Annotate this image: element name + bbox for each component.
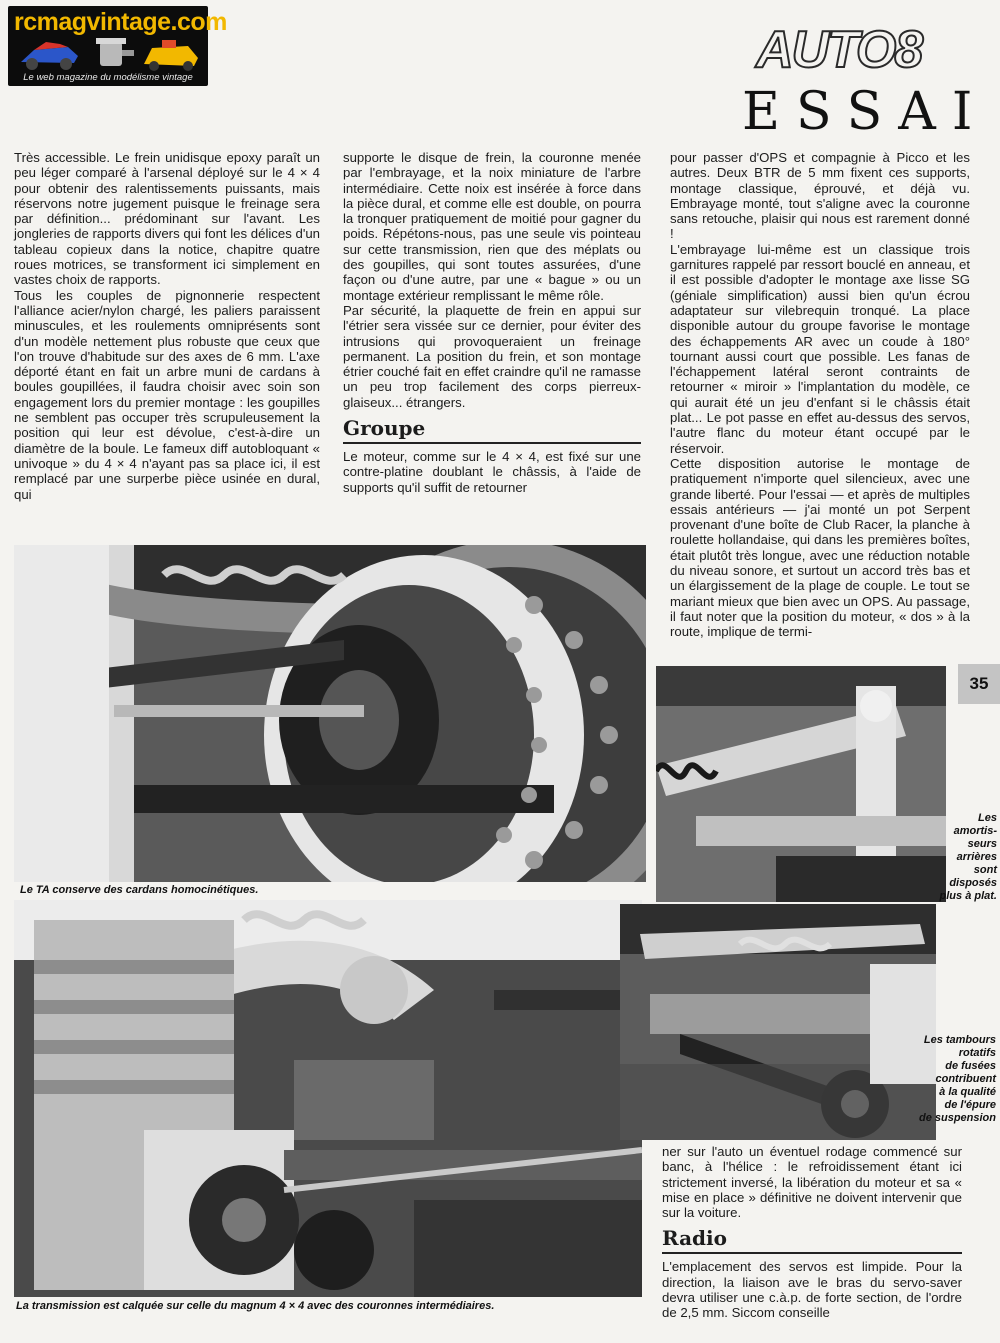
caption-line: rotatifs xyxy=(958,1047,996,1059)
caption-line: arrières xyxy=(956,851,997,863)
article-column-2 xyxy=(343,150,641,495)
photo-transmission xyxy=(14,900,642,1297)
caption-line: plus à plat. xyxy=(939,890,997,902)
caption-line: de suspension xyxy=(918,1112,996,1124)
photo-rear-shocks xyxy=(656,666,946,902)
section-heading-groupe: Groupe xyxy=(343,416,641,444)
paragraph: ner sur l'auto un éventuel rodage commencé sur banc, à l'hélice : le refroidissement étant ici strictement inversé, la libération du moteur et sa « mise en place » définitive ne doivent intervenir que sur la voiture. xyxy=(662,1144,962,1221)
caption-line: de l'épure xyxy=(944,1099,996,1111)
paragraph: Cette disposition autorise le montage de pratiquement n'importe quel silencieux, avec une grande liberté. Pour l'essai — et après de multiples essais antérieurs — j'ai monté un pot Serpent provenant d'une boîte de Club Racer, la planche à roulette hollandaise, qui dans les premières boîtes, était plutôt très longue, avec une réduction notable du niveau sonore, et surtout un accord très bas et un élargissement de la plage de couple. Le tout se mariant mieux que bien avec un OPS. Au passage, il faut noter que la position du moteur, « dos » à la route, implique de termi- xyxy=(670,455,970,640)
paragraph: Par sécurité, la plaquette de frein en appui sur l'étrier sera vissée sur ce dernier, pour éviter des intrusions qui provoqueraient un freinage permanent. La position du frein, et son montage étrier couché fait en effet craindre qu'il ne ramasse un peu trop facilement des corps pierreux-glaiseux... étrangers. xyxy=(343,302,641,410)
photo-caption: La transmission est calquée sur celle du magnum 4 × 4 avec des couronnes intermédiaires. xyxy=(16,1300,495,1312)
caption-line: de fusées xyxy=(945,1060,996,1072)
photo-rear-wheel-cardan xyxy=(14,545,646,882)
logo-tagline: Le web magazine du modélisme vintage xyxy=(23,72,193,83)
photo-front-hubs xyxy=(620,904,936,1140)
photo-caption-hubs xyxy=(896,1034,996,1125)
article-column-4 xyxy=(662,1144,962,1321)
section-label: ESSAI xyxy=(742,82,989,142)
caption-line: disposés xyxy=(949,877,997,889)
paragraph: pour passer d'OPS et compagnie à Picco et les autres. Deux BTR de 5 mm fixent ces supports, montage classique, éprouvé, et déjà vu. Embrayage monté, tout s'aligne avec la couronne sans retouche, plaisir qui nous est rarement donné ! xyxy=(670,150,970,242)
paragraph: Le moteur, comme sur le 4 × 4, est fixé sur une contre-platine doublant le châssis, à l'aide de supports qu'il suffit de retourner xyxy=(343,449,641,495)
caption-line: sont xyxy=(973,864,997,876)
paragraph: Très accessible. Le frein unidisque epoxy paraît un peu léger comparé à l'arsenal déployé sur le 4 × 4 pour obtenir des ralentissements puissants, mais réservons notre jugement puisque le freinage sera par définition... prédominant sur l'avant. Les jongleries de rapports divers qui font les délices d'un tableau copieux dans la notice, chapitre quatre roues motrices, se transforment ici simplement en vastes choix de rapports. xyxy=(14,150,321,288)
photo-caption: Le TA conserve des cardans homocinétiques. xyxy=(20,884,259,896)
caption-line: Les tambours xyxy=(923,1034,996,1046)
paragraph: supporte le disque de frein, la couronne menée par l'embrayage, et la noix miniature de l'arbre intermédiaire. Cette noix est insérée à force dans la pièce dural, et comme elle est double, on pourra la tronquer pratiquement de moitié pour gagner du poids. Répétons-nous, pas une seule vis pointeau sur cette transmission, rien que des méplats ou des goupilles, qui sont toutes assurées, d'une façon ou d'une autre, par une « bague » ou un montage extérieur remplissant le même rôle. xyxy=(343,150,641,303)
caption-line: à la qualité xyxy=(939,1086,996,1098)
page-number: 35 xyxy=(958,664,1000,704)
caption-line: seurs xyxy=(967,838,997,850)
logo-title: rcmagvintage.com xyxy=(14,8,227,36)
article-column-1 xyxy=(14,150,320,502)
magazine-name: AUTO8 xyxy=(756,21,922,79)
site-logo[interactable] xyxy=(8,6,227,86)
paragraph: L'embrayage lui-même est un classique trois garnitures rappelé par ressort bouclé en anneau, et il est possible d'adopter le montage axe lisse SG (géniale simplification) aussi bien qu'un écrou adaptateur sur vilebrequin tronqué. La place disponible autour du groupe favorise le montage des échappements AR avec un coude à 180° tournant aussi court que possible. Les fanas de l'échappement latéral seront contraints de retourner « miroir » l'implantation du modèle, ce qui aurait été un jeu d'enfant si le châssis était plat... Le pot passe en effet au-dessus des servos, l'autre flanc du moteur étant occupé par le réservoir. xyxy=(670,241,970,456)
caption-line: contribuent xyxy=(935,1073,996,1085)
photo-caption-shocks xyxy=(905,812,997,903)
magazine-masthead xyxy=(756,21,976,79)
section-heading-radio: Radio xyxy=(662,1226,962,1254)
caption-line: amortis- xyxy=(953,825,997,837)
vintage-models-illustration xyxy=(16,36,201,72)
article-column-3 xyxy=(670,150,970,640)
caption-line: Les xyxy=(978,812,997,824)
paragraph: Tous les couples de pignonnerie respectent l'alliance acier/nylon chargé, les paliers paraissent minuscules, et les roulements omniprésents sont d'un modèle nettement plus robuste que ceux que l'on trouve d'habitude sur des axes de 6 mm. L'axe déporté étant en fait un arbre muni de cardans à boules goupillées, il faudra choisir avec soin son engagement lors du premier montage : les goupilles ne semblent pas occuper très scrupuleusement la position qui leur est dévolue, c'est-à-dire un diamètre de la boule. Le fameux diff autobloquant « univoque » du 4 × 4 n'ayant pas sa place ici, il est remplacé par une surperbe pièce usinée en dural, qui xyxy=(14,287,320,502)
paragraph: L'emplacement des servos est limpide. Pour la direction, la liaison ave le bras du servo-saver devra utiliser une c.à.p. de forte section, de l'ordre de 2,5 mm. Siccom conseille xyxy=(662,1259,962,1321)
